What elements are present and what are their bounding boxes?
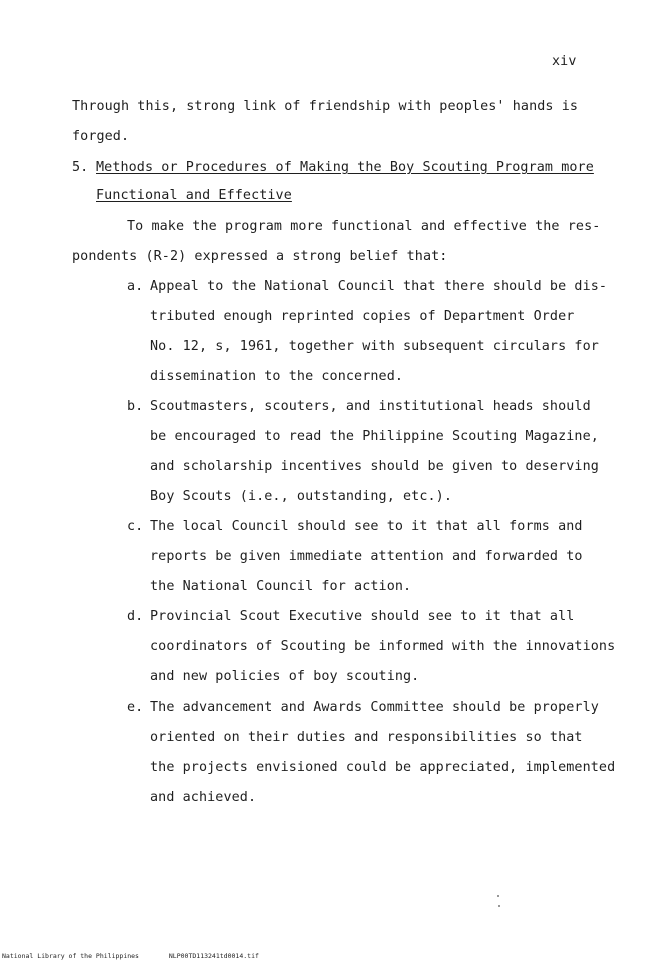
item-a-line-3: No. 12, s, 1961, together with subsequent circulars for [150,339,599,354]
item-d-line-2: coordinators of Scouting be informed with the innovations [150,639,616,654]
intro-line-2: pondents (R-2) expressed a strong belief that: [72,249,448,264]
item-b-letter: b. [127,399,144,414]
item-c-line-3: the National Council for action. [150,579,412,594]
page-number: xiv [552,54,577,69]
intro-line-1: To make the program more functional and effective the res- [127,219,601,234]
item-b-line-3: and scholarship incentives should be given to deserving [150,459,599,474]
continuation-line-1: Through this, strong link of friendship with peoples' hands is [72,99,579,114]
item-e-line-3: the projects envisioned could be appreciated, implemented [150,760,616,775]
item-e-line-1: The advancement and Awards Committee should be properly [150,700,599,715]
scan-speck [497,895,499,897]
continuation-line-2: forged. [72,129,130,144]
footer-library: National Library of the Philippines [2,952,139,960]
item-e-line-4: and achieved. [150,790,257,805]
scan-footer [2,952,259,960]
item-b-line-4: Boy Scouts (i.e., outstanding, etc.). [150,489,452,504]
item-b-line-1: Scoutmasters, scouters, and institutional heads should [150,399,591,414]
section-heading-line-1: Methods or Procedures of Making the Boy Scouting Program more [96,160,594,175]
item-d-letter: d. [127,609,144,624]
item-e-line-2: oriented on their duties and responsibilities so that [150,730,583,745]
item-c-line-2: reports be given immediate attention and forwarded to [150,549,583,564]
item-e-letter: e. [127,700,144,715]
item-b-line-2: be encouraged to read the Philippine Scouting Magazine, [150,429,599,444]
scan-speck [498,905,500,907]
item-c-line-1: The local Council should see to it that all forms and [150,519,583,534]
item-c-letter: c. [127,519,144,534]
section-heading-line-2: Functional and Effective [96,188,292,203]
item-d-line-1: Provincial Scout Executive should see to it that all [150,609,575,624]
section-number: 5. [72,160,89,175]
item-a-line-2: tributed enough reprinted copies of Department Order [150,309,575,324]
item-a-letter: a. [127,279,144,294]
item-a-line-4: dissemination to the concerned. [150,369,404,384]
footer-file: NLP00TD113241td0014.tif [168,952,259,960]
item-d-line-3: and new policies of boy scouting. [150,669,420,684]
item-a-line-1: Appeal to the National Council that there should be dis- [150,279,608,294]
